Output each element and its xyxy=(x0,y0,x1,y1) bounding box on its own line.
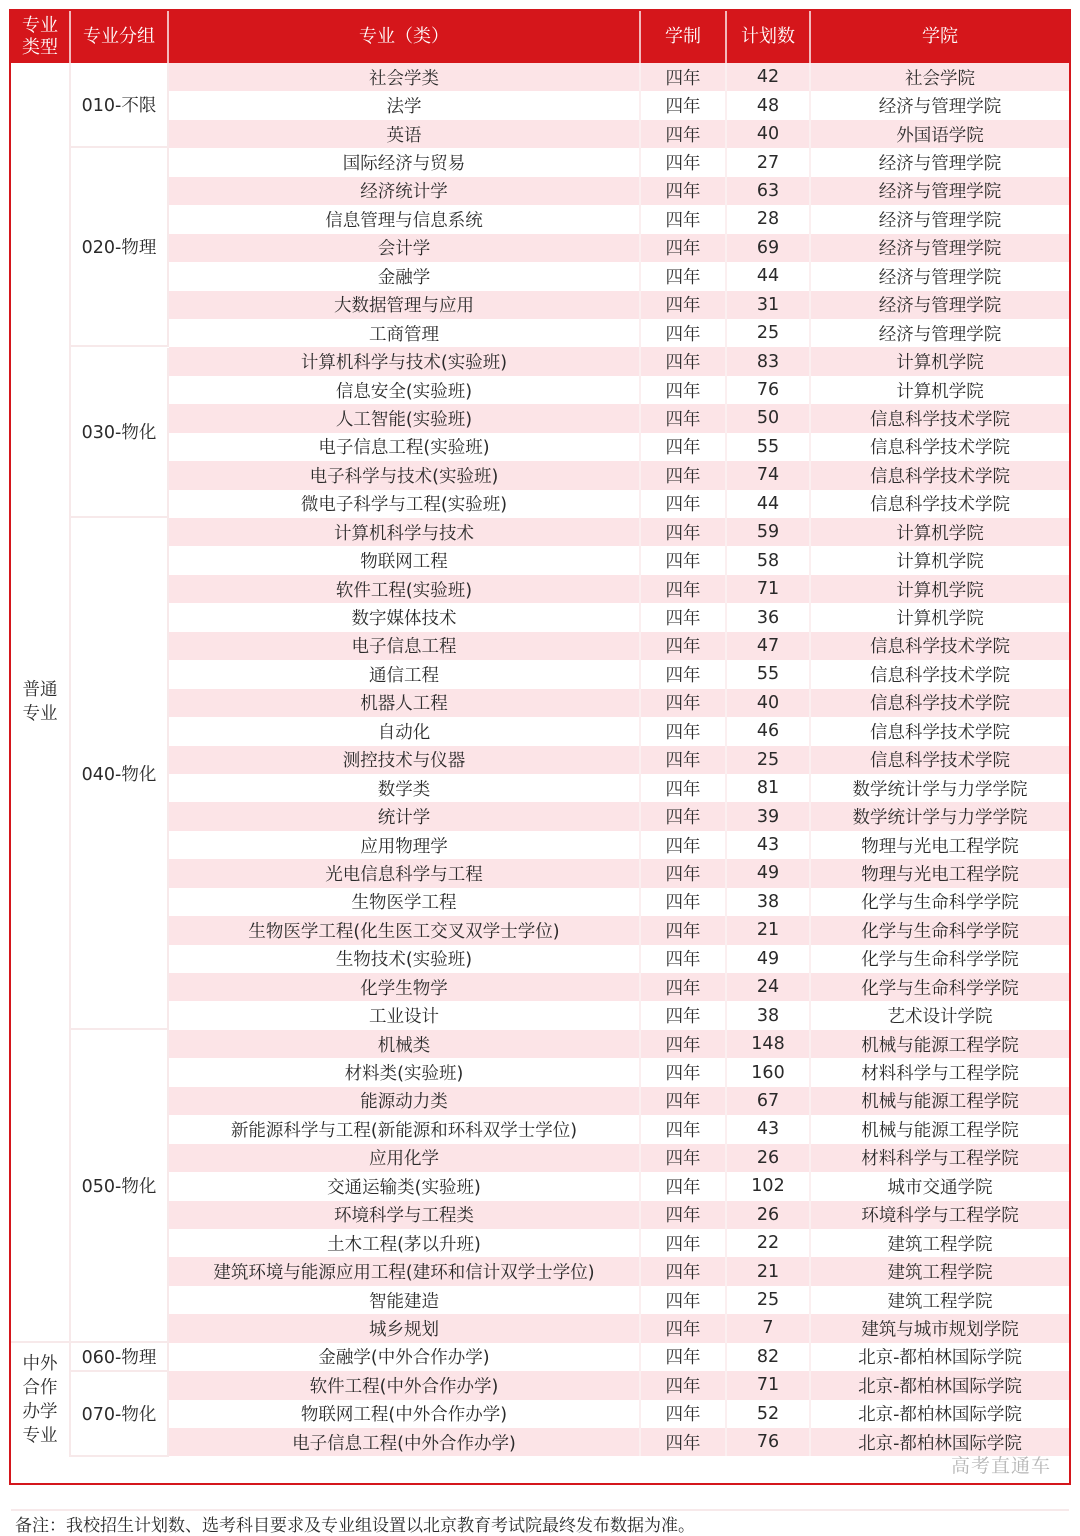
table-row xyxy=(169,1144,1069,1172)
college-cell: 信息科学技术学院 xyxy=(870,665,1010,686)
table-row xyxy=(169,1058,1069,1086)
major-cell: 智能建造 xyxy=(169,1286,641,1314)
table-row xyxy=(169,1229,1069,1257)
college-cell: 信息科学技术学院 xyxy=(870,637,1010,658)
duration-cell: 四年 xyxy=(641,1257,727,1285)
major-cell: 英语 xyxy=(169,120,641,148)
major-cell: 信息安全(实验班) xyxy=(169,376,641,404)
table-row xyxy=(169,120,1069,148)
type-label-line: 普通 xyxy=(22,680,58,701)
header-major: 专业（类） xyxy=(169,11,641,63)
table-row xyxy=(169,575,1069,603)
table-row xyxy=(169,546,1069,574)
major-cell: 交通运输类(实验班) xyxy=(169,1172,641,1200)
duration-cell: 四年 xyxy=(641,1343,727,1371)
duration-cell: 四年 xyxy=(641,205,727,233)
duration-cell: 四年 xyxy=(641,945,727,973)
major-cell: 工商管理 xyxy=(169,319,641,347)
duration-cell: 四年 xyxy=(641,120,727,148)
college-cell: 信息科学技术学院 xyxy=(870,466,1010,487)
table-row xyxy=(169,689,1069,717)
college-cell: 经济与管理学院 xyxy=(878,239,1002,260)
table-row xyxy=(169,177,1069,205)
duration-cell: 四年 xyxy=(641,291,727,319)
table-row xyxy=(169,802,1069,830)
table-row xyxy=(169,831,1069,859)
header-count: 计划数 xyxy=(727,11,811,63)
major-cell: 计算机科学与技术(实验班) xyxy=(169,347,641,375)
count-cell: 148 xyxy=(727,1030,811,1058)
major-cell: 人工智能(实验班) xyxy=(169,404,641,432)
table-row xyxy=(169,1371,1069,1399)
group-cell: 020-物理 xyxy=(71,148,169,347)
table-row xyxy=(169,319,1069,347)
count-cell: 76 xyxy=(727,1428,811,1456)
duration-cell: 四年 xyxy=(641,518,727,546)
college-cell: 信息科学技术学院 xyxy=(870,495,1010,516)
count-cell: 48 xyxy=(727,91,811,119)
duration-cell: 四年 xyxy=(641,746,727,774)
major-cell: 物联网工程 xyxy=(169,546,641,574)
count-cell: 83 xyxy=(727,347,811,375)
count-cell: 44 xyxy=(727,262,811,290)
major-cell: 电子科学与技术(实验班) xyxy=(169,461,641,489)
college-cell: 北京-都柏林国际学院 xyxy=(858,1433,1022,1454)
major-cell: 数字媒体技术 xyxy=(169,603,641,631)
college-cell: 计算机学院 xyxy=(896,353,984,374)
duration-cell: 四年 xyxy=(641,461,727,489)
count-cell: 39 xyxy=(727,802,811,830)
table-row xyxy=(169,1001,1069,1029)
major-cell: 计算机科学与技术 xyxy=(169,518,641,546)
major-cell: 生物医学工程(化生医工交叉双学士学位) xyxy=(169,916,641,944)
header-type xyxy=(11,11,71,63)
duration-cell: 四年 xyxy=(641,234,727,262)
table-row xyxy=(169,1201,1069,1229)
college-cell: 计算机学院 xyxy=(896,381,984,402)
major-cell: 工业设计 xyxy=(169,1001,641,1029)
count-cell: 40 xyxy=(727,120,811,148)
college-cell: 建筑工程学院 xyxy=(887,1291,993,1312)
college-cell: 化学与生命科学学院 xyxy=(861,950,1019,971)
college-cell: 外国语学院 xyxy=(896,125,984,146)
count-cell: 69 xyxy=(727,234,811,262)
table-row xyxy=(169,1115,1069,1143)
duration-cell: 四年 xyxy=(641,1172,727,1200)
type-label-line: 专业 xyxy=(22,1426,58,1447)
table-row xyxy=(169,205,1069,233)
footer-note: 备注：我校招生计划数、选考科目要求及专业组设置以北京教育考试院最终发布数据为准。 xyxy=(11,1509,1069,1535)
duration-cell: 四年 xyxy=(641,319,727,347)
count-cell: 55 xyxy=(727,660,811,688)
major-cell: 自动化 xyxy=(169,717,641,745)
type-label-line: 合作 xyxy=(22,1378,58,1399)
college-cell: 计算机学院 xyxy=(896,609,984,630)
count-cell: 50 xyxy=(727,404,811,432)
count-cell: 26 xyxy=(727,1201,811,1229)
table-row xyxy=(169,461,1069,489)
duration-cell: 四年 xyxy=(641,1400,727,1428)
count-cell: 43 xyxy=(727,831,811,859)
count-cell: 42 xyxy=(727,63,811,91)
count-cell: 25 xyxy=(727,746,811,774)
duration-cell: 四年 xyxy=(641,660,727,688)
major-cell: 软件工程(实验班) xyxy=(169,575,641,603)
table-row xyxy=(169,433,1069,461)
header-college: 学院 xyxy=(922,26,958,47)
college-cell: 化学与生命科学学院 xyxy=(861,893,1019,914)
duration-cell: 四年 xyxy=(641,774,727,802)
table-header xyxy=(11,11,1069,63)
count-cell: 67 xyxy=(727,1087,811,1115)
count-cell: 7 xyxy=(727,1314,811,1342)
duration-cell: 四年 xyxy=(641,1371,727,1399)
count-cell: 81 xyxy=(727,774,811,802)
college-cell: 信息科学技术学院 xyxy=(870,409,1010,430)
duration-cell: 四年 xyxy=(641,689,727,717)
count-cell: 44 xyxy=(727,490,811,518)
type-label-line: 中外 xyxy=(22,1354,58,1375)
duration-cell: 四年 xyxy=(641,1144,727,1172)
college-cell: 信息科学技术学院 xyxy=(870,751,1010,772)
count-cell: 21 xyxy=(727,916,811,944)
major-cell: 应用化学 xyxy=(169,1144,641,1172)
count-cell: 63 xyxy=(727,177,811,205)
duration-cell: 四年 xyxy=(641,63,727,91)
table-row xyxy=(169,1343,1069,1371)
college-cell: 物理与光电工程学院 xyxy=(861,864,1019,885)
major-cell: 物联网工程(中外合作办学) xyxy=(169,1400,641,1428)
table-row xyxy=(169,1172,1069,1200)
count-cell: 58 xyxy=(727,546,811,574)
major-cell: 城乡规划 xyxy=(169,1314,641,1342)
table-row xyxy=(169,774,1069,802)
duration-cell: 四年 xyxy=(641,546,727,574)
duration-cell: 四年 xyxy=(641,1087,727,1115)
count-cell: 160 xyxy=(727,1058,811,1086)
duration-cell: 四年 xyxy=(641,1314,727,1342)
count-cell: 26 xyxy=(727,1144,811,1172)
college-cell: 建筑与城市规划学院 xyxy=(861,1319,1019,1340)
college-cell: 物理与光电工程学院 xyxy=(861,836,1019,857)
duration-cell: 四年 xyxy=(641,404,727,432)
table-row xyxy=(169,404,1069,432)
count-cell: 40 xyxy=(727,689,811,717)
college-cell: 机械与能源工程学院 xyxy=(861,1092,1019,1113)
count-cell: 76 xyxy=(727,376,811,404)
college-cell: 北京-都柏林国际学院 xyxy=(858,1405,1022,1426)
type-cell-regular xyxy=(11,63,71,1343)
table-row xyxy=(169,262,1069,290)
duration-cell: 四年 xyxy=(641,603,727,631)
duration-cell: 四年 xyxy=(641,1001,727,1029)
college-cell: 建筑工程学院 xyxy=(887,1234,993,1255)
count-cell: 49 xyxy=(727,859,811,887)
college-cell: 经济与管理学院 xyxy=(878,182,1002,203)
count-cell: 27 xyxy=(727,148,811,176)
table-row xyxy=(169,632,1069,660)
college-cell: 信息科学技术学院 xyxy=(870,694,1010,715)
major-cell: 数学类 xyxy=(169,774,641,802)
count-cell: 21 xyxy=(727,1257,811,1285)
duration-cell: 四年 xyxy=(641,916,727,944)
college-cell: 经济与管理学院 xyxy=(878,296,1002,317)
college-cell: 经济与管理学院 xyxy=(878,324,1002,345)
count-cell: 38 xyxy=(727,1001,811,1029)
duration-cell: 四年 xyxy=(641,717,727,745)
duration-cell: 四年 xyxy=(641,1286,727,1314)
duration-cell: 四年 xyxy=(641,859,727,887)
college-cell: 数学统计学与力学学院 xyxy=(852,808,1028,829)
header-duration: 学制 xyxy=(641,11,727,63)
major-cell: 机器人工程 xyxy=(169,689,641,717)
college-cell: 信息科学技术学院 xyxy=(870,438,1010,459)
major-cell: 会计学 xyxy=(169,234,641,262)
college-cell: 计算机学院 xyxy=(896,580,984,601)
college-cell: 机械与能源工程学院 xyxy=(861,1120,1019,1141)
duration-cell: 四年 xyxy=(641,1030,727,1058)
table-row xyxy=(169,1257,1069,1285)
major-cell: 大数据管理与应用 xyxy=(169,291,641,319)
count-cell: 47 xyxy=(727,632,811,660)
group-cell: 070-物化 xyxy=(71,1372,169,1457)
major-cell: 电子信息工程 xyxy=(169,632,641,660)
college-cell: 计算机学院 xyxy=(896,523,984,544)
table-row xyxy=(169,1314,1069,1342)
major-cell: 生物医学工程 xyxy=(169,888,641,916)
major-cell: 电子信息工程(中外合作办学) xyxy=(169,1428,641,1456)
count-cell: 36 xyxy=(727,603,811,631)
major-cell: 通信工程 xyxy=(169,660,641,688)
duration-cell: 四年 xyxy=(641,1428,727,1456)
table-row xyxy=(169,234,1069,262)
count-cell: 52 xyxy=(727,1400,811,1428)
major-cell: 社会学类 xyxy=(169,63,641,91)
count-cell: 38 xyxy=(727,888,811,916)
duration-cell: 四年 xyxy=(641,148,727,176)
table-row xyxy=(169,746,1069,774)
header-type-line2: 类型 xyxy=(22,37,58,58)
college-cell: 计算机学院 xyxy=(896,552,984,573)
count-cell: 71 xyxy=(727,1371,811,1399)
college-cell: 经济与管理学院 xyxy=(878,210,1002,231)
table-row xyxy=(169,916,1069,944)
major-cell: 微电子科学与工程(实验班) xyxy=(169,490,641,518)
duration-cell: 四年 xyxy=(641,262,727,290)
count-cell: 24 xyxy=(727,973,811,1001)
major-cell: 信息管理与信息系统 xyxy=(169,205,641,233)
major-cell: 生物技术(实验班) xyxy=(169,945,641,973)
duration-cell: 四年 xyxy=(641,376,727,404)
duration-cell: 四年 xyxy=(641,1201,727,1229)
major-cell: 材料类(实验班) xyxy=(169,1058,641,1086)
college-cell: 经济与管理学院 xyxy=(878,97,1002,118)
group-cell: 050-物化 xyxy=(71,1030,169,1343)
table-rows xyxy=(169,63,1069,1456)
table-row xyxy=(169,888,1069,916)
college-cell: 化学与生命科学学院 xyxy=(861,978,1019,999)
table-row xyxy=(169,347,1069,375)
major-cell: 法学 xyxy=(169,91,641,119)
major-cell: 化学生物学 xyxy=(169,973,641,1001)
group-cell: 040-物化 xyxy=(71,518,169,1030)
count-cell: 31 xyxy=(727,291,811,319)
table-row xyxy=(169,660,1069,688)
table-row xyxy=(169,91,1069,119)
major-cell: 电子信息工程(实验班) xyxy=(169,433,641,461)
table-row xyxy=(169,490,1069,518)
header-group: 专业分组 xyxy=(71,11,169,63)
count-cell: 46 xyxy=(727,717,811,745)
count-cell: 74 xyxy=(727,461,811,489)
college-cell: 北京-都柏林国际学院 xyxy=(858,1376,1022,1397)
duration-cell: 四年 xyxy=(641,973,727,1001)
table-row xyxy=(169,1286,1069,1314)
count-cell: 49 xyxy=(727,945,811,973)
table-row xyxy=(169,376,1069,404)
college-cell: 经济与管理学院 xyxy=(878,267,1002,288)
college-cell: 信息科学技术学院 xyxy=(870,722,1010,743)
table-row xyxy=(169,859,1069,887)
count-cell: 25 xyxy=(727,319,811,347)
college-cell: 数学统计学与力学学院 xyxy=(852,779,1028,800)
college-cell: 材料科学与工程学院 xyxy=(861,1149,1019,1170)
college-cell: 材料科学与工程学院 xyxy=(861,1064,1019,1085)
duration-cell: 四年 xyxy=(641,888,727,916)
college-cell: 北京-都柏林国际学院 xyxy=(858,1348,1022,1369)
college-cell: 城市交通学院 xyxy=(887,1177,993,1198)
college-cell: 艺术设计学院 xyxy=(887,1007,993,1028)
duration-cell: 四年 xyxy=(641,575,727,603)
table-row xyxy=(169,603,1069,631)
major-cell: 环境科学与工程类 xyxy=(169,1201,641,1229)
duration-cell: 四年 xyxy=(641,177,727,205)
major-cell: 经济统计学 xyxy=(169,177,641,205)
table-row xyxy=(169,518,1069,546)
major-cell: 光电信息科学与工程 xyxy=(169,859,641,887)
major-cell: 能源动力类 xyxy=(169,1087,641,1115)
count-cell: 22 xyxy=(727,1229,811,1257)
count-cell: 43 xyxy=(727,1115,811,1143)
count-cell: 102 xyxy=(727,1172,811,1200)
table-row xyxy=(169,945,1069,973)
major-cell: 金融学(中外合作办学) xyxy=(169,1343,641,1371)
duration-cell: 四年 xyxy=(641,1115,727,1143)
duration-cell: 四年 xyxy=(641,802,727,830)
major-cell: 统计学 xyxy=(169,802,641,830)
college-cell: 环境科学与工程学院 xyxy=(861,1206,1019,1227)
major-cell: 建筑环境与能源应用工程(建环和信计双学士学位) xyxy=(169,1257,641,1285)
duration-cell: 四年 xyxy=(641,632,727,660)
table-row xyxy=(169,1087,1069,1115)
duration-cell: 四年 xyxy=(641,347,727,375)
major-cell: 新能源科学与工程(新能源和环科双学士学位) xyxy=(169,1115,641,1143)
major-cell: 金融学 xyxy=(169,262,641,290)
duration-cell: 四年 xyxy=(641,831,727,859)
table-row xyxy=(169,717,1069,745)
type-cell-sino-foreign xyxy=(11,1343,71,1457)
table-row xyxy=(169,1030,1069,1058)
major-cell: 土木工程(茅以升班) xyxy=(169,1229,641,1257)
college-cell: 经济与管理学院 xyxy=(878,154,1002,175)
college-cell: 建筑工程学院 xyxy=(887,1263,993,1284)
major-cell: 应用物理学 xyxy=(169,831,641,859)
type-label-line: 办学 xyxy=(22,1402,58,1423)
college-cell: 化学与生命科学学院 xyxy=(861,921,1019,942)
count-cell: 71 xyxy=(727,575,811,603)
count-cell: 59 xyxy=(727,518,811,546)
count-cell: 82 xyxy=(727,1343,811,1371)
duration-cell: 四年 xyxy=(641,490,727,518)
enrollment-plan-table xyxy=(9,9,1071,1536)
table-row xyxy=(169,63,1069,91)
major-cell: 软件工程(中外合作办学) xyxy=(169,1371,641,1399)
group-cell: 060-物理 xyxy=(71,1343,169,1371)
type-label-line: 专业 xyxy=(22,704,58,725)
table-row xyxy=(169,973,1069,1001)
duration-cell: 四年 xyxy=(641,1229,727,1257)
college-cell: 机械与能源工程学院 xyxy=(861,1035,1019,1056)
college-cell: 社会学院 xyxy=(905,68,975,89)
group-cell: 030-物化 xyxy=(71,348,169,519)
watermark: 高考直通车 xyxy=(951,1455,1052,1477)
table-row xyxy=(169,1428,1069,1456)
count-cell: 55 xyxy=(727,433,811,461)
major-cell: 测控技术与仪器 xyxy=(169,746,641,774)
table-row xyxy=(169,1400,1069,1428)
table-row xyxy=(169,291,1069,319)
major-cell: 国际经济与贸易 xyxy=(169,148,641,176)
duration-cell: 四年 xyxy=(641,91,727,119)
group-cell: 010-不限 xyxy=(71,63,169,148)
count-cell: 25 xyxy=(727,1286,811,1314)
table-row xyxy=(169,148,1069,176)
header-type-line1: 专业 xyxy=(22,15,58,36)
major-cell: 机械类 xyxy=(169,1030,641,1058)
duration-cell: 四年 xyxy=(641,433,727,461)
duration-cell: 四年 xyxy=(641,1058,727,1086)
count-cell: 28 xyxy=(727,205,811,233)
